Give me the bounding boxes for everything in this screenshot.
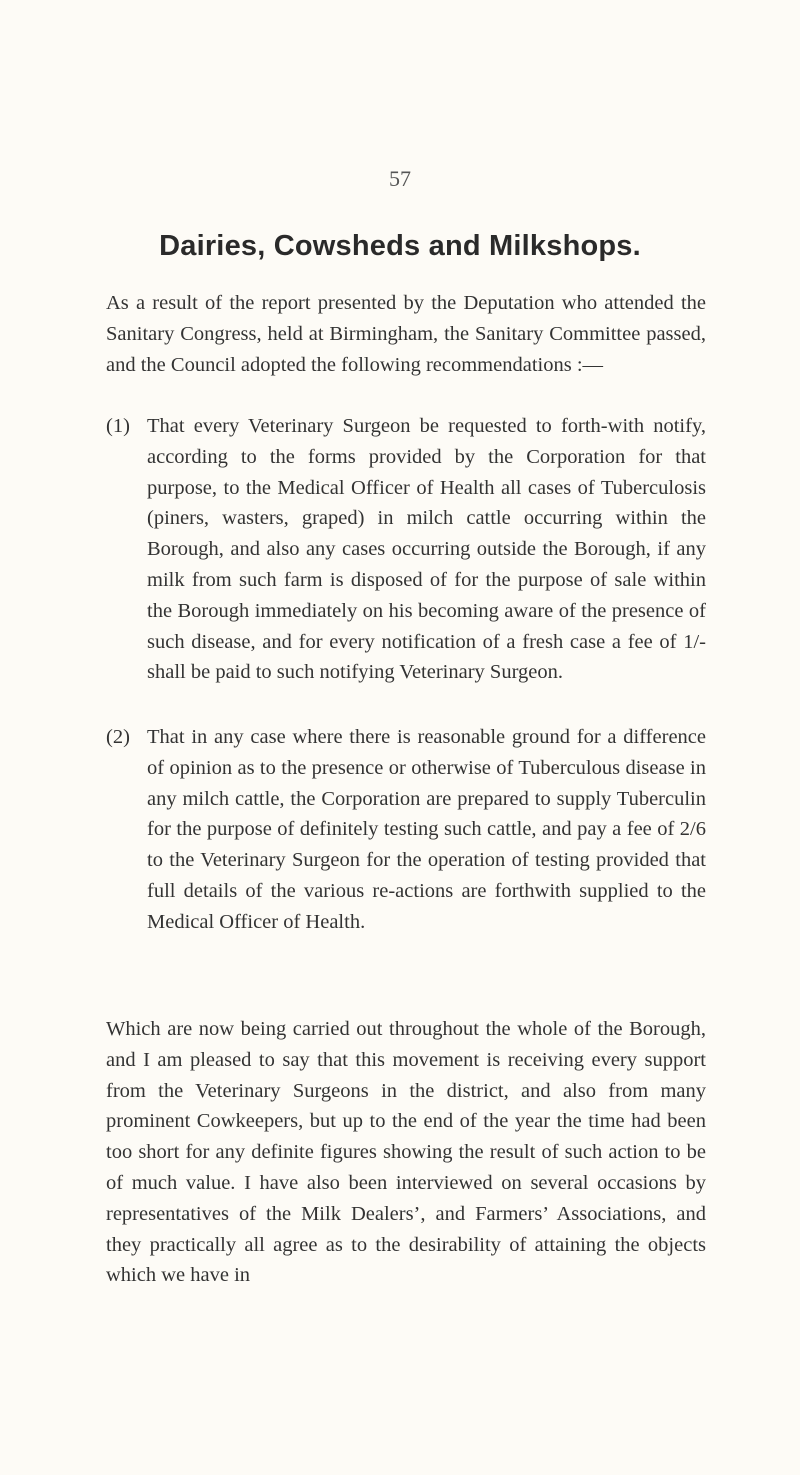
recommendation-text: That in any case where there is reasonable ground for a difference of opinion as to the presence or otherwise of Tuberculous disease in any milch cattle, the Corporation are prepared to supply Tuberculin for the purpose of definitely testing such cattle, and pay a fee of 2/6 to the Veterinary Surgeon for the operation of testing provided that full details of the various re-actions are forthwith supplied to the Medical Officer of Health.: [147, 726, 706, 933]
recommendation-number: (1): [106, 415, 130, 437]
intro-paragraph: As a result of the report presented by the Deputation who attended the Sanitary Congress, held at Birmingham, the Sanitary Committee passed, and the Council adopted the following recommendations :—: [106, 292, 706, 376]
page-number: 57: [389, 166, 411, 191]
recommendation-number: (2): [106, 726, 130, 748]
section-heading: Dairies, Cowsheds and Milkshops.: [159, 230, 641, 262]
recommendation-item-2: [106, 722, 706, 938]
recommendation-text: That every Veterinary Surgeon be requested to forth-with notify, according to the forms provided by the Corporation for that purpose, to the Medical Officer of Health all cases of Tuberculosis (piners, wasters, graped) in milch cattle occurring within the Borough, and also any cases occurring outside the Borough, if any milk from such farm is disposed of for the purpose of sale within the Borough immediately on his becoming aware of the presence of such disease, and for every notification of a fresh case a fee of 1/- shall be paid to such notifying Veterinary Surgeon.: [147, 415, 706, 684]
closing-paragraph: Which are now being carried out throughout the whole of the Borough, and I am pleased to say that this movement is receiving every support from the Veterinary Surgeons in the district, and also from many prominent Cowkeepers, but up to the end of the year the time had been too short for any definite figures showing the result of such action to be of much value. I have also been interviewed on several occasions by representatives of the Milk Dealers’, and Farmers’ Associations, and they practically all agree as to the desirability of attaining the objects which we have in: [106, 1018, 706, 1287]
recommendation-item-1: [106, 411, 706, 688]
